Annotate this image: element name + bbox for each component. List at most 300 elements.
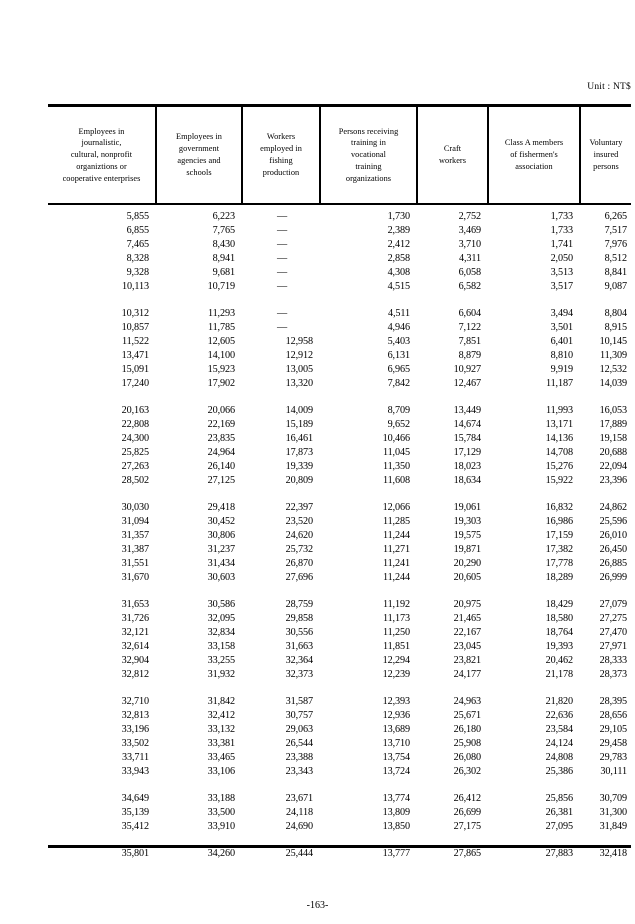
table-cell: 1,730 [387,210,410,222]
table-row [48,473,631,487]
table-cell: 7,765 [212,224,235,236]
table-cell: 9,328 [126,266,149,278]
table-row [48,639,631,653]
table-cell: 6,131 [387,349,410,361]
table-cell: 19,158 [599,432,627,444]
table-cell: 29,458 [599,737,627,749]
table-row [48,403,631,417]
column-header-text [339,126,399,185]
table-row [48,819,631,833]
table-cell: 12,532 [599,363,627,375]
column-header-col4 [321,107,418,203]
column-header-line: employed in [260,144,302,154]
table-cell: 20,066 [207,404,235,416]
table-row-group [48,403,631,487]
table-cell: 31,551 [121,557,149,569]
table-cell: 22,094 [599,460,627,472]
table-cell: 14,039 [599,377,627,389]
table-cell: 11,993 [545,404,573,416]
table-cell: 23,343 [285,765,313,777]
table-cell: 27,865 [453,847,481,859]
column-header-line: Persons receiving [338,126,399,136]
table-cell: 27,275 [599,612,627,624]
table-cell: 13,754 [382,751,410,763]
table-cell: 23,584 [545,723,573,735]
table-cell: 8,810 [550,349,573,361]
column-header-line: persons [593,161,619,171]
table-row [48,708,631,722]
table-cell: 8,709 [387,404,410,416]
table-row [48,265,631,279]
table-cell: 17,159 [545,529,573,541]
table-row [48,237,631,251]
table-cell: 21,465 [453,612,481,624]
table-cell: 22,167 [453,626,481,638]
table-cell: 8,879 [458,349,481,361]
table-cell: 4,308 [387,266,410,278]
unit-note: Unit : NT$ [587,82,631,92]
column-header-text [505,137,563,172]
table-cell: 26,080 [453,751,481,763]
table-cell: 14,100 [207,349,235,361]
table-cell: 20,809 [285,474,313,486]
table-cell: 15,784 [453,432,481,444]
table-row [48,542,631,556]
table-cell: 13,774 [382,792,410,804]
column-header-line: workers [438,156,467,165]
table-cell: 15,276 [545,460,573,472]
table-cell: 31,094 [121,515,149,527]
page-number: -163- [306,900,329,911]
table-cell: 10,113 [121,280,149,292]
table-cell: 24,177 [453,668,481,680]
table-cell: 6,265 [604,210,627,222]
table-cell: 33,255 [207,654,235,666]
table-cell: 33,500 [207,806,235,818]
table-cell: 12,605 [207,335,235,347]
table-cell: 7,122 [458,321,481,333]
table-cell: 23,045 [453,640,481,652]
column-header-line: journalistic, [81,138,122,148]
table-cell: 24,690 [285,820,313,832]
column-header-text [439,143,466,167]
table-cell: — [276,210,288,222]
table-cell: 12,467 [453,377,481,389]
table-cell: 32,373 [285,668,313,680]
table-cell: 11,293 [207,307,235,319]
column-header-col7 [581,107,631,203]
table-cell: 19,303 [453,515,481,527]
table-cell: 14,708 [545,446,573,458]
table-row-group [48,306,631,390]
table-cell: 20,163 [121,404,149,416]
table-row-group [48,209,631,293]
table-cell: 8,915 [604,321,627,333]
table-cell: 32,614 [121,640,149,652]
table-cell: 3,513 [550,266,573,278]
table-cell: 14,674 [453,418,481,430]
table-cell: 35,412 [121,820,149,832]
table-row [48,556,631,570]
table-cell: 3,494 [550,307,573,319]
table-cell: 11,187 [545,377,573,389]
table-cell: 25,444 [285,847,313,859]
table-cell: 17,889 [599,418,627,430]
table-cell: 8,841 [604,266,627,278]
table-cell: 26,010 [599,529,627,541]
table-cell: 13,710 [382,737,410,749]
table-cell: 20,688 [599,446,627,458]
table-cell: 33,188 [207,792,235,804]
table-cell: 1,733 [550,210,573,222]
table-cell: 32,904 [121,654,149,666]
table-cell: 15,189 [285,418,313,430]
table-cell: 26,140 [207,460,235,472]
table-row [48,805,631,819]
table-row [48,846,631,860]
table-cell: 16,053 [599,404,627,416]
table-cell: 19,871 [453,543,481,555]
table-cell: 31,842 [207,695,235,707]
table-cell: 14,136 [545,432,573,444]
table-cell: 3,469 [458,224,481,236]
table-cell: 13,850 [382,820,410,832]
table-cell: 30,709 [599,792,627,804]
table-cell: 20,290 [453,557,481,569]
table-cell: 16,986 [545,515,573,527]
table-cell: 3,517 [550,280,573,292]
table-cell: 13,777 [382,847,410,859]
table-cell: 4,511 [387,307,410,319]
table-cell: 11,244 [382,571,410,583]
table-cell: 16,461 [285,432,313,444]
table-cell: 28,656 [599,709,627,721]
column-header-line: of fishermen's [510,150,558,160]
table-cell: 17,778 [545,557,573,569]
table-cell: 29,418 [207,501,235,513]
table-cell: 23,821 [453,654,481,666]
table-cell: 24,118 [285,806,313,818]
column-header-line: Voluntary [589,138,623,148]
table-cell: 18,429 [545,598,573,610]
table-cell: 31,663 [285,640,313,652]
table-cell: 30,806 [207,529,235,541]
table-cell: 30,111 [600,765,627,777]
table-cell: 30,556 [285,626,313,638]
table-row [48,736,631,750]
table-cell: 32,813 [121,709,149,721]
table-cell: 12,936 [382,709,410,721]
table-cell: 31,670 [121,571,149,583]
table-cell: 18,023 [453,460,481,472]
table-cell: 19,061 [453,501,481,513]
table-cell: 8,512 [604,252,627,264]
table-row [48,417,631,431]
table-cell: 20,605 [453,571,481,583]
table-cell: 31,300 [599,806,627,818]
table-cell: — [276,321,288,333]
table-cell: 17,129 [453,446,481,458]
table-row [48,528,631,542]
table-cell: 26,544 [285,737,313,749]
table-cell: 1,733 [550,224,573,236]
column-header-line: schools [186,167,212,177]
table-cell: 10,466 [382,432,410,444]
column-header-line: insured [593,150,619,160]
column-header-line: training in [351,138,386,148]
table-cell: 25,671 [453,709,481,721]
table-row [48,348,631,362]
table-cell: 31,932 [207,668,235,680]
table-cell: 27,971 [599,640,627,652]
table-cell: 30,757 [285,709,313,721]
table-cell: — [276,307,288,319]
table-cell: 34,260 [207,847,235,859]
column-header-text [589,137,622,172]
table-cell: 15,922 [545,474,573,486]
table-cell: 35,139 [121,806,149,818]
table-cell: 25,596 [599,515,627,527]
column-header-line: agencies and [177,156,221,165]
table-cell: 21,820 [545,695,573,707]
column-header-line: government [178,144,220,154]
table-cell: 17,240 [121,377,149,389]
table-row [48,764,631,778]
column-header-line: organiztions or [76,161,127,171]
table-cell: 7,465 [126,238,149,250]
table-cell: 28,333 [599,654,627,666]
table-cell: 9,087 [604,280,627,292]
table-cell: 18,580 [545,612,573,624]
table-cell: 11,608 [382,474,410,486]
table-cell: 24,964 [207,446,235,458]
table-cell: 26,302 [453,765,481,777]
table-cell: — [276,280,288,292]
table-cell: 33,502 [121,737,149,749]
table-row-group [48,694,631,778]
table-cell: 13,449 [453,404,481,416]
table-cell: 24,620 [285,529,313,541]
table-cell: 7,851 [458,335,481,347]
table-cell: 28,373 [599,668,627,680]
table-cell: 4,946 [387,321,410,333]
table-cell: 6,582 [458,280,481,292]
column-header-text [176,131,222,178]
table-cell: 14,009 [285,404,313,416]
table-row [48,445,631,459]
table-cell: 23,671 [285,792,313,804]
table-cell: 6,604 [458,307,481,319]
table-cell: 2,752 [458,210,481,222]
table-cell: 32,418 [599,847,627,859]
table-cell: 24,963 [453,695,481,707]
table-cell: 19,575 [453,529,481,541]
table-cell: 17,902 [207,377,235,389]
table-row [48,320,631,334]
table-row [48,514,631,528]
table-cell: 26,699 [453,806,481,818]
table-cell: 26,381 [545,806,573,818]
table-cell: 26,180 [453,723,481,735]
table-cell: — [276,238,288,250]
table-cell: 9,652 [387,418,410,430]
table-cell: 11,250 [382,626,410,638]
column-header-col3 [243,107,321,203]
table-cell: 18,764 [545,626,573,638]
table-cell: 33,196 [121,723,149,735]
column-header-line: cooperative enterprises [62,173,141,183]
table-row [48,223,631,237]
table-row [48,209,631,223]
table-row [48,611,631,625]
table-cell: 25,908 [453,737,481,749]
table-cell: 31,587 [285,695,313,707]
table-cell: 5,855 [126,210,149,222]
table-cell: 31,237 [207,543,235,555]
table-cell: 31,357 [121,529,149,541]
column-header-line: production [262,167,300,177]
column-header-line: fishing [269,156,293,165]
column-header-col6 [489,107,581,203]
table-cell: 7,842 [387,377,410,389]
table-header-row [48,107,631,203]
table-cell: 6,965 [387,363,410,375]
table-cell: 7,517 [604,224,627,236]
table-cell: 27,263 [121,460,149,472]
table-cell: 12,066 [382,501,410,513]
table-cell: 8,328 [126,252,149,264]
table-cell: 31,434 [207,557,235,569]
table-cell: 11,244 [382,529,410,541]
table-cell: 11,173 [382,612,410,624]
column-header-text [63,126,141,185]
table-cell: 30,030 [121,501,149,513]
table-cell: 1,741 [550,238,573,250]
table-cell: 10,857 [121,321,149,333]
table-row [48,791,631,805]
table-cell: 27,095 [545,820,573,832]
table-cell: 31,726 [121,612,149,624]
table-cell: 33,910 [207,820,235,832]
table-cell: 26,885 [599,557,627,569]
table-cell: 6,855 [126,224,149,236]
table-cell: — [276,266,288,278]
column-header-line: organizations [345,173,392,183]
table-header-bottom-rule [48,203,631,205]
table-cell: 13,809 [382,806,410,818]
table-cell: 13,320 [285,377,313,389]
table-cell: 11,522 [121,335,149,347]
table-cell: 32,121 [121,626,149,638]
table-cell: 11,350 [382,460,410,472]
table-row [48,362,631,376]
table-cell: 13,005 [285,363,313,375]
table-cell: 33,711 [121,751,149,763]
table-row-group [48,791,631,833]
table-cell: 20,462 [545,654,573,666]
table-cell: 3,710 [458,238,481,250]
table-cell: 28,395 [599,695,627,707]
table-cell: 15,923 [207,363,235,375]
table-cell: 23,396 [599,474,627,486]
table-cell: 32,834 [207,626,235,638]
column-header-line: Class A members [504,138,564,148]
table-cell: 35,801 [121,847,149,859]
column-header-line: cultural, nonprofit [70,150,133,160]
table-cell: 4,311 [458,252,481,264]
table-cell: 2,412 [387,238,410,250]
table-cell: 17,382 [545,543,573,555]
column-header-line: Employees in [176,132,222,142]
table-cell: 28,502 [121,474,149,486]
table-cell: 30,603 [207,571,235,583]
table-cell: 22,397 [285,501,313,513]
column-header-line: vocational [350,150,387,160]
table-cell: 26,870 [285,557,313,569]
table-cell: 21,178 [545,668,573,680]
table-cell: 28,759 [285,598,313,610]
table-row [48,500,631,514]
table-cell: 15,091 [121,363,149,375]
table-cell: 32,095 [207,612,235,624]
table-cell: 4,515 [387,280,410,292]
table-cell: 27,470 [599,626,627,638]
table-cell: 33,132 [207,723,235,735]
table-cell: 3,501 [550,321,573,333]
table-cell: 30,586 [207,598,235,610]
column-header-line: association [515,161,553,171]
table-cell: 2,389 [387,224,410,236]
table-cell: 27,883 [545,847,573,859]
table-cell: 26,412 [453,792,481,804]
table-cell: 18,634 [453,474,481,486]
table-cell: 2,050 [550,252,573,264]
table-cell: 7,976 [604,238,627,250]
table-cell: 27,696 [285,571,313,583]
table-cell: 9,919 [550,363,573,375]
column-header-line: Workers [266,132,296,142]
table-row [48,722,631,736]
table-cell: 25,386 [545,765,573,777]
table-cell: 29,858 [285,612,313,624]
table-cell: 25,856 [545,792,573,804]
table-row [48,570,631,584]
table-cell: 24,124 [545,737,573,749]
table-cell: 6,401 [550,335,573,347]
table-cell: 16,832 [545,501,573,513]
table-cell: 8,430 [212,238,235,250]
table-cell: 31,387 [121,543,149,555]
table-cell: 6,223 [212,210,235,222]
table-cell: 12,958 [285,335,313,347]
column-header-line: training [355,161,382,171]
table-cell: 33,381 [207,737,235,749]
table-cell: 27,079 [599,598,627,610]
table-row [48,597,631,611]
column-header-col2 [157,107,243,203]
table-row [48,334,631,348]
table-cell: 32,412 [207,709,235,721]
table-cell: 13,689 [382,723,410,735]
table-cell: 13,724 [382,765,410,777]
table-cell: 33,158 [207,640,235,652]
table-cell: 26,999 [599,571,627,583]
table-row-group [48,846,631,860]
table-cell: 31,849 [599,820,627,832]
table-cell: — [276,224,288,236]
table-cell: — [276,252,288,264]
table-cell: 32,710 [121,695,149,707]
